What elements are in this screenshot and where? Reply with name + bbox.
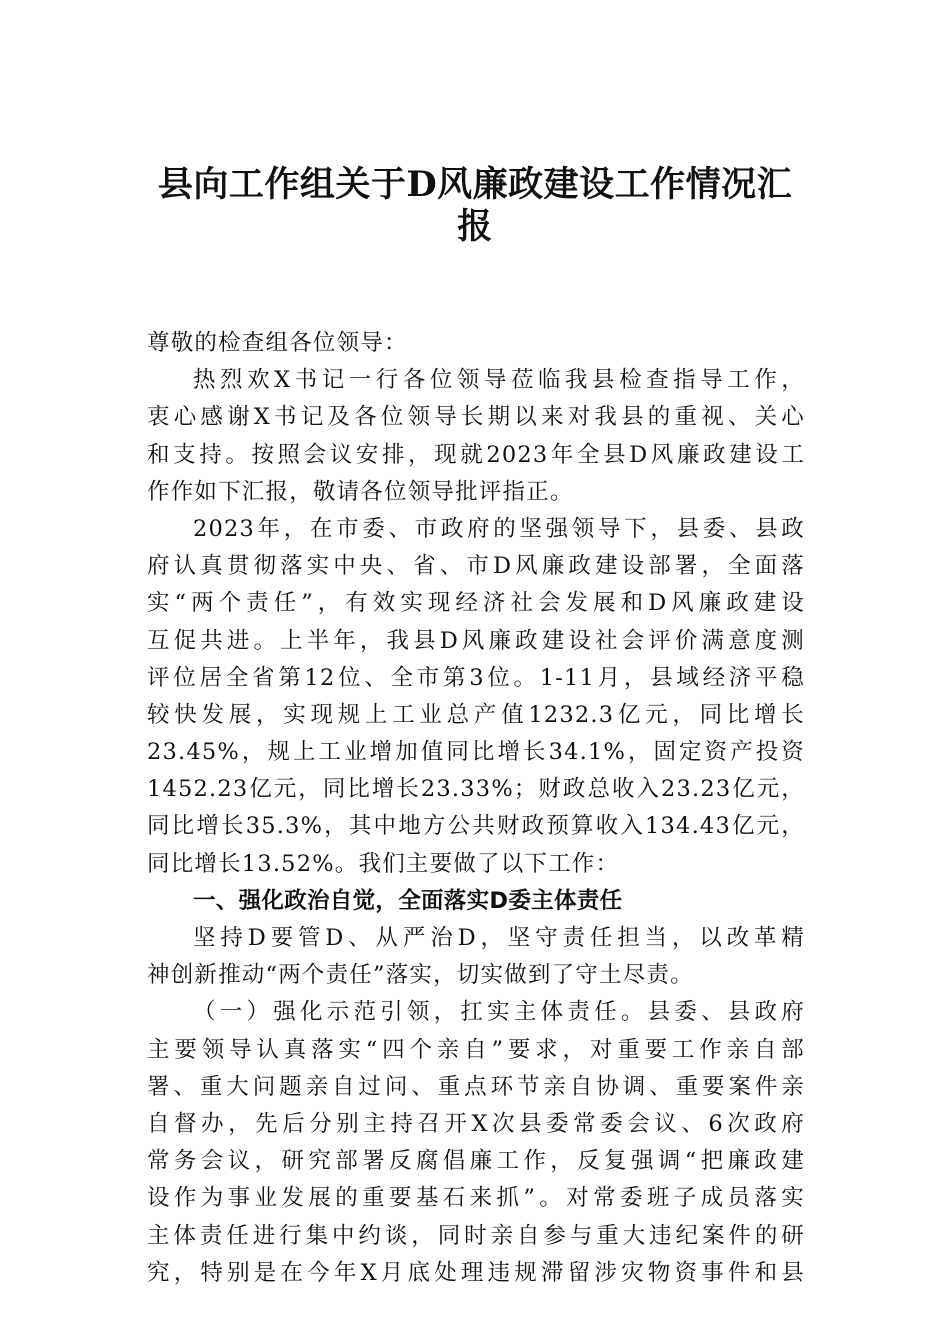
subsection-line: （一）强化示范引领，扛实主体责任。县委、县政府 <box>193 999 805 1026</box>
body-line: 设作为事业发展的重要基石来抓”。对常委班子成员落实 <box>147 1185 805 1212</box>
body-line: 互促共进。上半年，我县D风廉政建设社会评价满意度测 <box>147 627 805 654</box>
body-line: 同比增长35.3%，其中地方公共财政预算收入134.43亿元， <box>147 813 805 840</box>
body-line: 究，特别是在今年X月底处理违规滞留涉灾物资事件和县 <box>147 1259 805 1286</box>
body-line: 常务会议，研究部署反腐倡廉工作，反复强调“把廉政建 <box>147 1148 805 1175</box>
document-body <box>147 325 805 1292</box>
salutation-line: 尊敬的检查组各位领导： <box>147 330 408 356</box>
body-line: 和支持。按照会议安排，现就2023年全县D风廉政建设工 <box>147 441 805 468</box>
document-title-line-1: 县向工作组关于D风廉政建设工作情况汇 <box>157 164 793 205</box>
body-line: 23.45%，规上工业增加值同比增长34.1%，固定资产投资 <box>147 739 805 766</box>
body-line: 衷心感谢X书记及各位领导长期以来对我县的重视、关心 <box>147 404 805 431</box>
body-line: 府认真贯彻落实中央、省、市D风廉政建设部署，全面落 <box>147 553 805 580</box>
body-line: 自督办，先后分别主持召开X次县委常委会议、6次政府 <box>147 1110 805 1137</box>
body-line: 较快发展，实现规上工业总产值1232.3亿元，同比增长 <box>147 701 805 728</box>
body-line: 评位居全省第12位、全市第3位。1-11月，县域经济平稳 <box>147 664 805 691</box>
document-title-line-2: 报 <box>457 206 493 247</box>
body-line: 主要领导认真落实“四个亲自”要求，对重要工作亲自部 <box>147 1036 805 1063</box>
body-line: 1452.23亿元，同比增长23.33%；财政总收入23.23亿元， <box>147 776 805 803</box>
body-line: 同比增长13.52%。我们主要做了以下工作： <box>147 850 620 877</box>
body-line: 坚持D要管D、从严治D，坚守责任担当，以改革精 <box>193 925 805 951</box>
body-line: 主体责任进行集中约谈，同时亲自参与重大违纪案件的研 <box>147 1222 805 1249</box>
body-line: 作作如下汇报，敬请各位领导批评指正。 <box>147 478 574 505</box>
body-line: 热烈欢X书记一行各位领导莅临我县检查指导工作， <box>193 367 805 394</box>
section-heading: 一、强化政治自觉，全面落实D委主体责任 <box>193 887 623 914</box>
body-line: 署、重大问题亲自过问、重点环节亲自协调、重要案件亲 <box>147 1073 805 1100</box>
body-line: 2023年，在市委、市政府的坚强领导下，县委、县政 <box>193 515 805 542</box>
body-line: 神创新推动“两个责任”落实，切实做到了守土尽责。 <box>147 962 694 989</box>
body-line: 实“两个责任”，有效实现经济社会发展和D风廉政建设 <box>147 590 805 617</box>
